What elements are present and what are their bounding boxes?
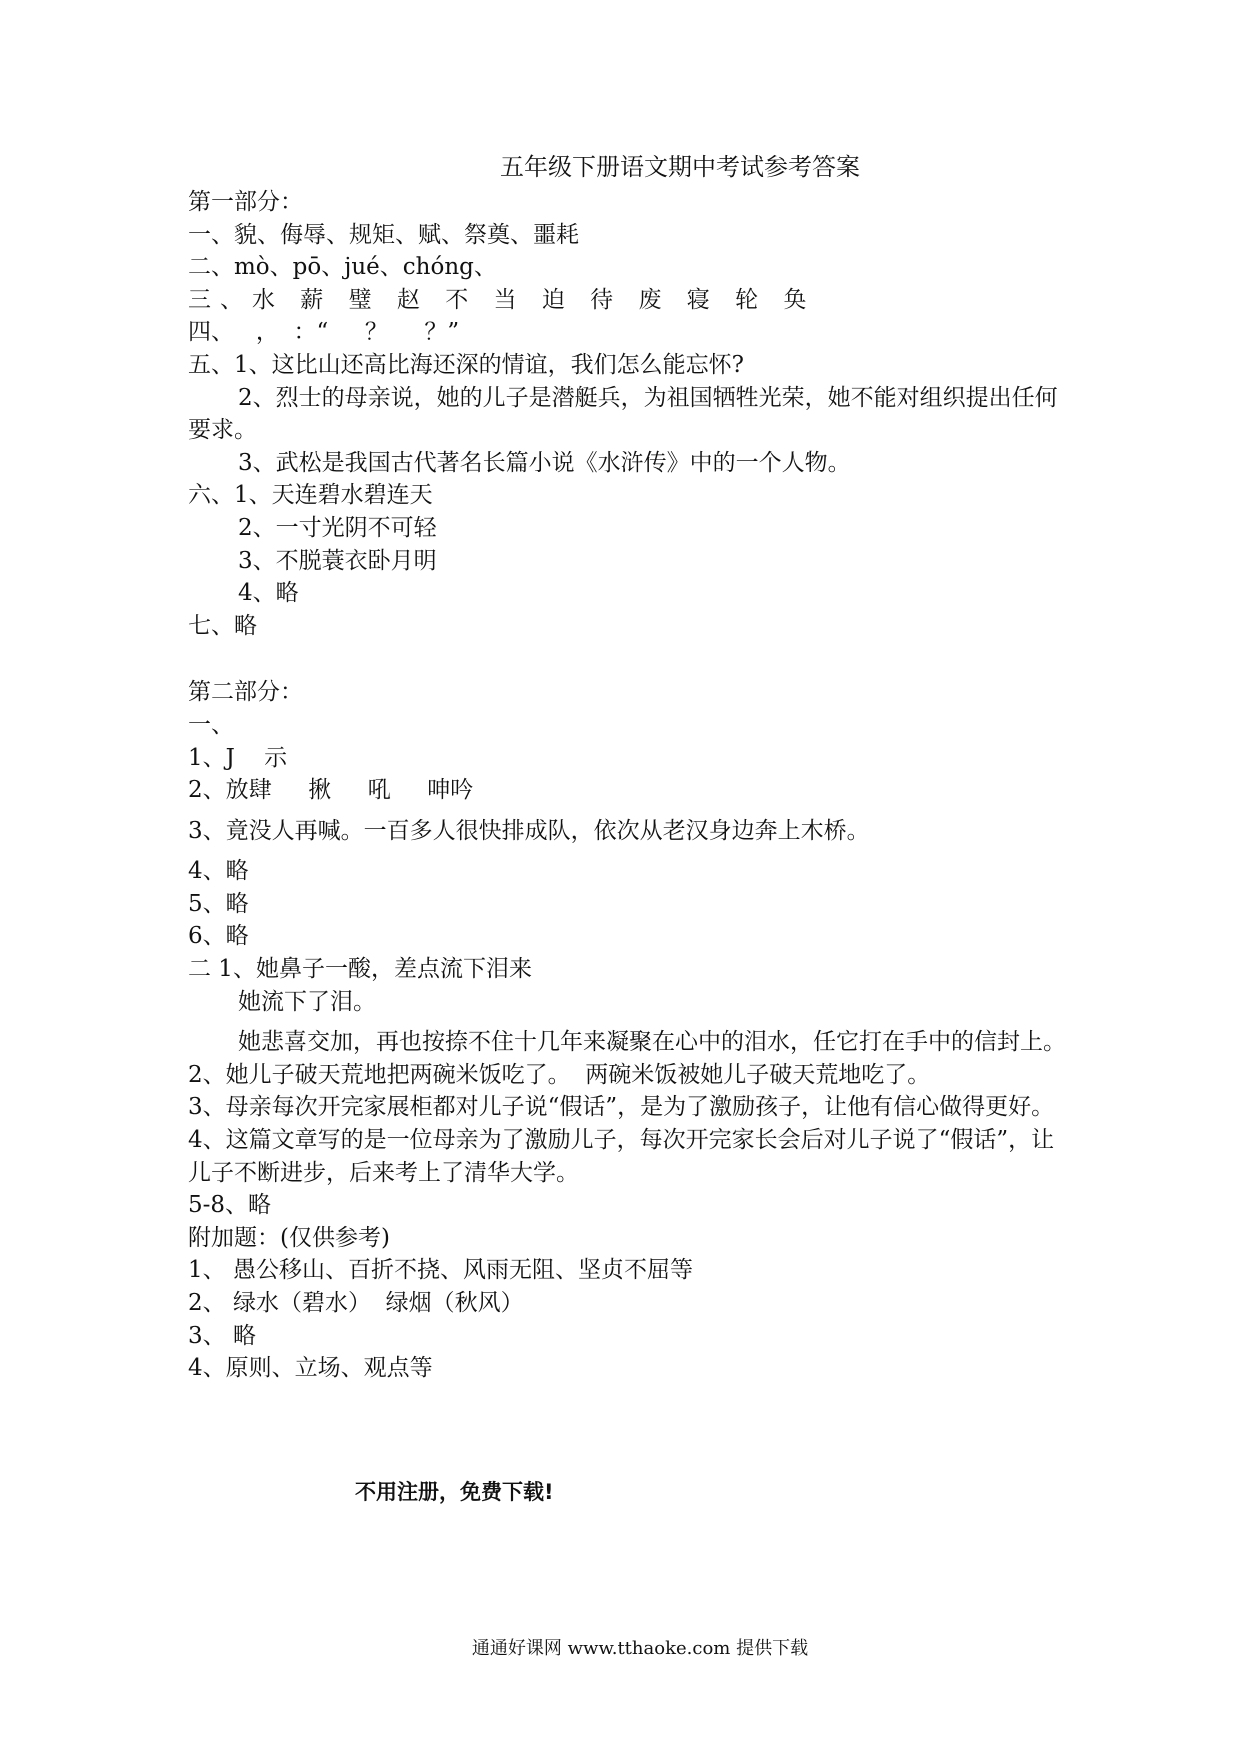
part2-b4: 4、这篇文章写的是一位母亲为了激励儿子，每次开完家长会后对儿子说了“假话”，让儿子不断进步，后来考上了清华大学。 xyxy=(188,1127,1055,1186)
part2-a2: 2、放肆 揪 吼 呻吟 xyxy=(188,777,474,804)
part1-q5-3: 3、武松是我国古代著名长篇小说《水浒传》中的一个人物。 xyxy=(238,449,851,476)
part2-b3: 3、母亲每次开完家展柜都对儿子说“假话”，是为了激励孩子，让他有信心做得更好。 xyxy=(188,1094,1055,1121)
part1-q6-4: 4、略 xyxy=(238,580,299,607)
part2-b2: 2、她儿子破天荒地把两碗米饭吃了。 两碗米饭被她儿子破天荒地吃了。 xyxy=(188,1061,931,1088)
part2-a6: 6、略 xyxy=(188,923,249,950)
part2-b5-8: 5-8、略 xyxy=(188,1192,272,1219)
extra-e3: 3、 略 xyxy=(188,1322,256,1349)
part1-q5-2: 2、烈士的母亲说，她的儿子是潜艇兵，为祖国牺牲光荣，她不能对组织提出任何要求。 xyxy=(188,384,1058,444)
part2-b1: 二 1、她鼻子一酸，差点流下泪来 xyxy=(188,956,532,983)
extra-e1: 1、 愚公移山、百折不挠、风雨无阻、坚贞不屈等 xyxy=(188,1257,693,1284)
part1-q2: 二、mò、pō、jué、chóng、 xyxy=(188,254,497,281)
part1-q4: 四、 ， ：“ ？ ？” xyxy=(188,319,460,346)
part2-a5: 5、略 xyxy=(188,890,249,917)
part2-b1-line2: 她流下了泪。 xyxy=(238,988,376,1015)
site-footer: 通通好课网 www.tthaoke.com 提供下载 xyxy=(471,1638,809,1659)
spacer xyxy=(188,807,1068,815)
part1-q1: 一、貌、侮辱、规矩、赋、祭奠、噩耗 xyxy=(188,221,579,248)
extra-e4: 4、原则、立场、观点等 xyxy=(188,1355,433,1382)
part1-q7: 七、略 xyxy=(188,612,257,639)
part2-a3: 3、竟没人再喊。一百多人很快排成队，依次从老汉身边奔上木桥。 xyxy=(188,817,870,844)
part2-a1: 1、J 示 xyxy=(188,744,288,771)
spacer xyxy=(188,1018,1068,1026)
part2-sec1: 一、 xyxy=(188,711,234,738)
spacer xyxy=(188,847,1068,855)
extra-e2: 2、 绿水（碧水） 绿烟（秋风） xyxy=(188,1290,524,1316)
extra-heading: 附加题：(仅供参考) xyxy=(188,1224,390,1251)
part2-a4: 4、略 xyxy=(188,858,249,885)
part1-q6-2: 2、一寸光阴不可轻 xyxy=(238,514,437,541)
free-download-note: 不用注册，免费下载! xyxy=(355,1480,554,1504)
part1-q5-1: 五、1、这比山还高比海还深的情谊，我们怎么能忘怀? xyxy=(188,351,744,378)
answer-content xyxy=(188,186,1068,1385)
part2-b1-line3: 她悲喜交加，再也按捺不住十几年来凝聚在心中的泪水，任它打在手中的信封上。 xyxy=(238,1029,1066,1056)
section-gap xyxy=(188,642,1068,676)
page-title: 五年级下册语文期中考试参考答案 xyxy=(500,153,860,181)
part1-q6-3: 3、不脱蓑衣卧月明 xyxy=(238,547,437,574)
part1-q6-1: 六、1、天连碧水碧连天 xyxy=(188,482,433,509)
part2-heading: 第二部分： xyxy=(188,679,303,706)
part1-heading: 第一部分： xyxy=(188,189,303,215)
part1-q3: 三、水 薪 璧 赵 不 当 迫 待 废 寝 轮 奂 xyxy=(188,286,816,313)
